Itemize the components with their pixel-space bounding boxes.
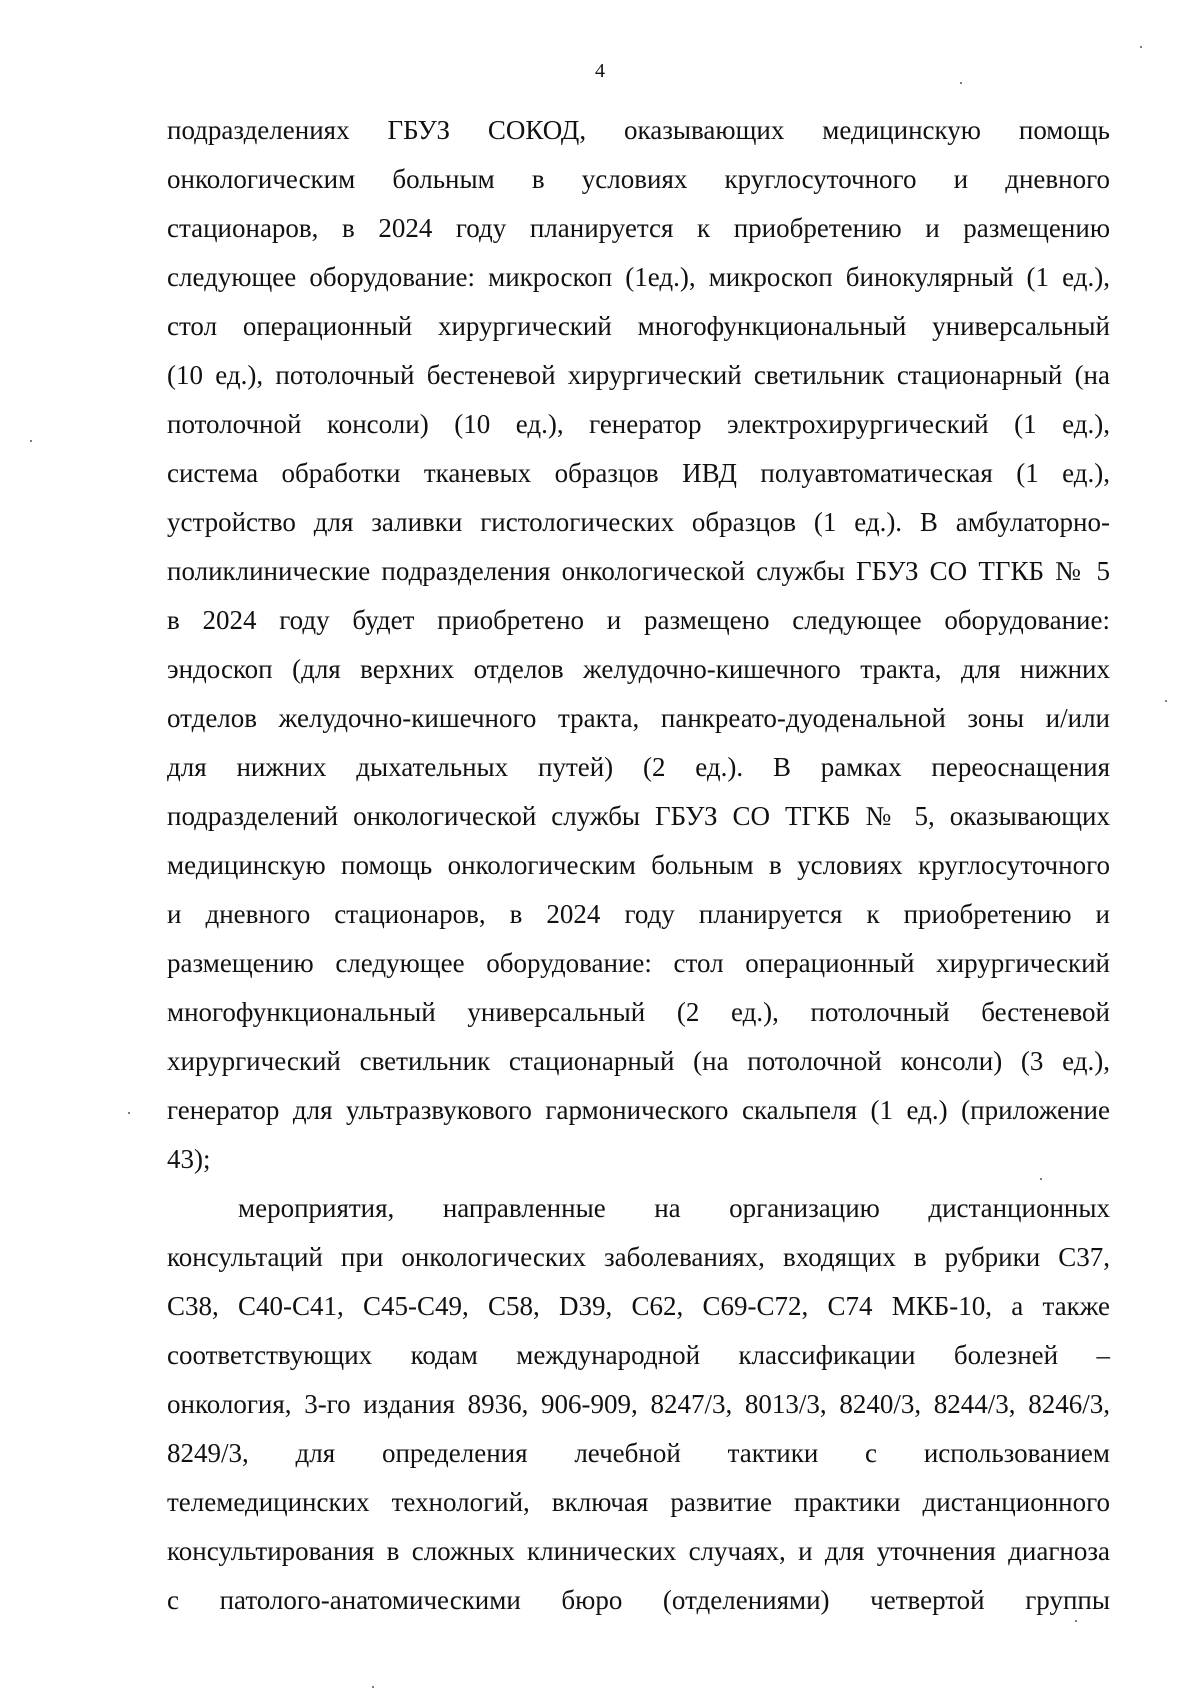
text-line: стол операционный хирургический многофункциональный универсальный [167,311,1110,341]
document-body [167,106,1110,1625]
text-line: эндоскоп (для верхних отделов желудочно-кишечного тракта, для нижних [167,654,1110,684]
page-number: 4 [595,60,605,82]
text-line: отделов желудочно-кишечного тракта, панкреато-дуоденальной зоны и/или [167,703,1110,733]
text-line: мероприятия, направленные на организацию дистанционных [238,1193,1110,1223]
text-line: телемедицинских технологий, включая развитие практики дистанционного [167,1487,1110,1517]
scan-speck [1165,700,1167,702]
text-line: следующее оборудование: микроскоп (1ед.), микроскоп бинокулярный (1 ед.), [167,262,1110,292]
scan-speck [1040,1178,1042,1180]
text-line: поликлинические подразделения онкологической службы ГБУЗ СО ТГКБ № 5 [167,556,1110,586]
scan-speck [128,1112,130,1114]
scan-speck [372,1686,374,1688]
text-line: онкология, 3-го издания 8936, 906-909, 8247/3, 8013/3, 8240/3, 8244/3, 8246/3, [167,1389,1110,1419]
scan-speck [1140,46,1142,48]
text-line: соответствующих кодам международной классификации болезней – [167,1340,1110,1370]
text-line: стационаров, в 2024 году планируется к приобретению и размещению [167,213,1110,243]
text-line: многофункциональный универсальный (2 ед.), потолочный бестеневой [167,997,1110,1027]
text-line: онкологическим больным в условиях круглосуточного и дневного [167,164,1110,194]
text-line: (10 ед.), потолочный бестеневой хирургический светильник стационарный (на [167,360,1110,390]
text-line: потолочной консоли) (10 ед.), генератор электрохирургический (1 ед.), [167,409,1110,439]
text-line: генератор для ультразвукового гармонического скальпеля (1 ед.) (приложение [167,1095,1110,1125]
scan-speck [1075,1620,1077,1622]
text-line: и дневного стационаров, в 2024 году планируется к приобретению и [167,899,1110,929]
text-line: размещению следующее оборудование: стол операционный хирургический [167,948,1110,978]
text-line: консультаций при онкологических заболеваниях, входящих в рубрики C37, [167,1242,1110,1272]
text-line: 8249/3, для определения лечебной тактики с использованием [167,1438,1110,1468]
text-line: с патолого-анатомическими бюро (отделениями) четвертой группы [167,1585,1110,1615]
text-line: подразделениях ГБУЗ СОКОД, оказывающих медицинскую помощь [167,115,1110,145]
text-line: консультирования в сложных клинических случаях, и для уточнения диагноза [167,1536,1110,1566]
text-line: подразделений онкологической службы ГБУЗ СО ТГКБ № 5, оказывающих [167,801,1110,831]
paragraph-equipment [167,106,1110,1184]
text-line: для нижних дыхательных путей) (2 ед.). В рамках переоснащения [167,752,1110,782]
text-line: C38, C40-C41, C45-C49, C58, D39, C62, C69-C72, C74 МКБ-10, а также [167,1291,1110,1321]
scan-speck [960,82,962,84]
scan-speck [30,440,32,442]
text-line: медицинскую помощь онкологическим больным в условиях круглосуточного [167,850,1110,880]
text-line: устройство для заливки гистологических образцов (1 ед.). В амбулаторно- [167,507,1110,537]
paragraph-telemedicine [167,1184,1110,1625]
text-line: система обработки тканевых образцов ИВД полуавтоматическая (1 ед.), [167,458,1110,488]
text-line: 43); [167,1144,211,1174]
text-line: в 2024 году будет приобретено и размещено следующее оборудование: [167,605,1110,635]
text-line: хирургический светильник стационарный (на потолочной консоли) (3 ед.), [167,1046,1110,1076]
